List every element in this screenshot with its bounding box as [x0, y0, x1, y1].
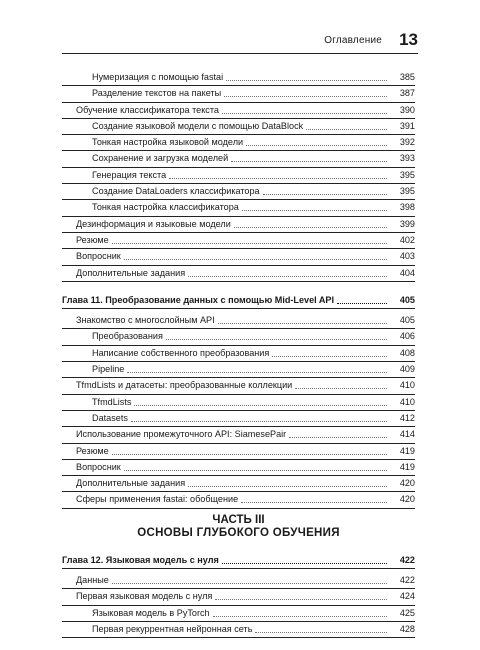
toc-entry-title: Написание собственного преобразования — [92, 347, 270, 358]
leader-dots — [112, 454, 387, 455]
leader-dots — [166, 339, 387, 340]
toc-page-number: 410 — [399, 396, 415, 407]
toc-chapter-11[interactable] — [62, 293, 415, 309]
toc-entry-title: Резюме — [76, 445, 109, 456]
toc-entry[interactable] — [62, 362, 415, 378]
toc-page-number: 424 — [399, 591, 415, 602]
toc-entry[interactable] — [62, 200, 415, 216]
toc-entry[interactable] — [62, 589, 415, 605]
toc-page-number: 390 — [399, 104, 415, 115]
leader-dots — [226, 80, 387, 81]
toc-entry-title: TfmdLists и датасеты: преобразованные коллекции — [76, 380, 293, 391]
toc-entry-title: Первая языковая модель с нуля — [76, 591, 213, 602]
toc-entry[interactable] — [62, 135, 415, 151]
toc-chapter-title: Глава 12. Языковая модель с нуля — [62, 554, 219, 565]
leader-dots — [188, 486, 387, 487]
toc-entry-title: Вопросник — [76, 251, 121, 262]
toc-entry-title: Pipeline — [92, 364, 125, 375]
toc-entry[interactable] — [62, 444, 415, 460]
chapter-underline — [62, 568, 415, 569]
toc-entry[interactable] — [62, 378, 415, 394]
toc-page-number: 403 — [399, 251, 415, 262]
toc-page-number: 414 — [399, 429, 415, 440]
toc-page-number: 392 — [399, 137, 415, 148]
toc-page-number: 410 — [399, 380, 415, 391]
toc-entry-title: TfmdLists — [92, 396, 132, 407]
toc-page-number: 395 — [399, 169, 415, 180]
leader-dots — [213, 616, 387, 617]
toc-page-number: 395 — [399, 186, 415, 197]
toc-page-number: 422 — [399, 554, 415, 565]
leader-dots — [215, 599, 387, 600]
table-of-contents — [62, 70, 415, 638]
toc-page-number: 404 — [399, 267, 415, 278]
toc-entry-title: Данные — [76, 575, 109, 586]
leader-dots — [169, 178, 387, 179]
entry-underline — [62, 281, 415, 282]
toc-entry-title: Дезинформация и языковые модели — [76, 218, 231, 229]
toc-entry-title: Сферы применения fastai: обобщение — [76, 494, 239, 505]
toc-section-chapter-12 — [62, 573, 415, 638]
toc-page-number: 405 — [399, 315, 415, 326]
toc-entry-title: Дополнительные задания — [76, 478, 186, 489]
leader-dots — [112, 583, 387, 584]
toc-entry-title: Создание DataLoaders классификатора — [92, 186, 260, 197]
toc-entry[interactable] — [62, 168, 415, 184]
toc-chapter-12[interactable] — [62, 553, 415, 569]
toc-entry-title: Обучение классификатора текста — [76, 104, 219, 115]
toc-page-number: 408 — [399, 347, 415, 358]
toc-entry[interactable] — [62, 217, 415, 233]
toc-entry[interactable] — [62, 249, 415, 265]
leader-dots — [242, 210, 387, 211]
running-head — [62, 31, 418, 53]
part-number: ЧАСТЬ III — [212, 513, 265, 526]
toc-entry-title: Разделение текстов на пакеты — [92, 88, 222, 99]
toc-page-number: 406 — [399, 331, 415, 342]
toc-entry-title: Использование промежуточного API: SiamesePair — [76, 429, 287, 440]
leader-dots — [289, 437, 387, 438]
toc-section-chapter-10-continued — [62, 70, 415, 282]
leader-dots — [222, 563, 387, 564]
toc-page-number: 420 — [399, 494, 415, 505]
toc-entry-title: Знакомство с многослойным API — [76, 315, 215, 326]
leader-dots — [222, 113, 387, 114]
leader-dots — [231, 161, 387, 162]
toc-entry-title: Сохранение и загрузка моделей — [92, 153, 229, 164]
toc-page-number: 419 — [399, 445, 415, 456]
entry-underline — [62, 637, 415, 638]
leader-dots — [263, 194, 387, 195]
toc-page-number: 393 — [399, 153, 415, 164]
toc-entry[interactable] — [62, 606, 415, 622]
toc-page-number: 398 — [399, 202, 415, 213]
section-gap — [62, 282, 415, 293]
toc-entry[interactable] — [62, 427, 415, 443]
toc-entry[interactable] — [62, 266, 415, 282]
toc-page-number: 391 — [399, 120, 415, 131]
leader-dots — [246, 145, 387, 146]
leader-dots — [272, 356, 387, 357]
leader-dots — [127, 372, 387, 373]
toc-entry-title: Преобразования — [92, 331, 163, 342]
toc-entry-title: Резюме — [76, 234, 109, 245]
toc-entry-title: Тонкая настройка языковой модели — [92, 137, 244, 148]
chapter-underline — [62, 308, 415, 309]
toc-entry[interactable] — [62, 184, 415, 200]
leader-dots — [295, 388, 387, 389]
toc-entry[interactable] — [62, 103, 415, 119]
toc-entry-title: Вопросник — [76, 461, 121, 472]
leader-dots — [241, 502, 387, 503]
toc-page-number: 412 — [399, 412, 415, 423]
toc-page-number: 385 — [399, 72, 415, 82]
toc-page-number: 409 — [399, 364, 415, 375]
toc-entry-title: Первая рекуррентная нейронная сеть — [92, 623, 253, 634]
toc-section-chapter-11 — [62, 313, 415, 509]
leader-dots — [218, 323, 387, 324]
leader-dots — [224, 96, 387, 97]
toc-entry[interactable] — [62, 151, 415, 167]
toc-entry[interactable] — [62, 395, 415, 411]
toc-entry-title: Создание языковой модели с помощью DataBlock — [92, 120, 304, 131]
leader-dots — [124, 470, 387, 471]
toc-page-number: 387 — [399, 88, 415, 99]
page-number: 13 — [399, 30, 418, 49]
toc-entry-title: Нумеризация с помощью fastai — [92, 72, 224, 82]
toc-entry[interactable] — [62, 476, 415, 492]
leader-dots — [188, 276, 387, 277]
toc-page-number: 425 — [399, 607, 415, 618]
toc-entry-title: Тонкая настройка классификатора — [92, 202, 239, 213]
toc-entry[interactable] — [62, 622, 415, 638]
leader-dots — [234, 227, 387, 228]
part-heading — [62, 509, 415, 553]
toc-entry[interactable] — [62, 86, 415, 102]
toc-entry[interactable] — [62, 411, 415, 427]
toc-page-number: 399 — [399, 218, 415, 229]
toc-entry[interactable] — [62, 460, 415, 476]
toc-page-number: 402 — [399, 234, 415, 245]
toc-entry-title: Языковая модель в PyTorch — [92, 607, 210, 618]
toc-page-number: 420 — [399, 478, 415, 489]
toc-entry[interactable] — [62, 70, 415, 86]
toc-entry[interactable] — [62, 119, 415, 135]
toc-page-number: 428 — [399, 623, 415, 634]
leader-dots — [134, 405, 387, 406]
toc-chapter-title: Глава 11. Преобразование данных с помощью Mid-Level API — [62, 294, 335, 305]
toc-entry[interactable] — [62, 346, 415, 362]
leader-dots — [112, 243, 387, 244]
toc-entry[interactable] — [62, 573, 415, 589]
leader-dots — [255, 632, 387, 633]
toc-entry[interactable] — [62, 329, 415, 345]
toc-entry[interactable] — [62, 233, 415, 249]
toc-entry[interactable] — [62, 313, 415, 329]
toc-page-number: 419 — [399, 461, 415, 472]
leader-dots — [337, 303, 387, 304]
toc-entry[interactable] — [62, 492, 415, 508]
toc-page-number: 405 — [399, 294, 415, 305]
header-rule — [62, 53, 418, 54]
toc-entry-title: Datasets — [92, 412, 128, 423]
toc-entry-title: Генерация текста — [92, 169, 167, 180]
leader-dots — [131, 421, 387, 422]
running-head-title: Оглавление — [324, 35, 382, 46]
leader-dots — [124, 259, 387, 260]
part-title: ОСНОВЫ ГЛУБОКОГО ОБУЧЕНИЯ — [137, 526, 340, 539]
toc-page-number: 422 — [399, 575, 415, 586]
leader-dots — [306, 129, 387, 130]
toc-entry-title: Дополнительные задания — [76, 267, 186, 278]
